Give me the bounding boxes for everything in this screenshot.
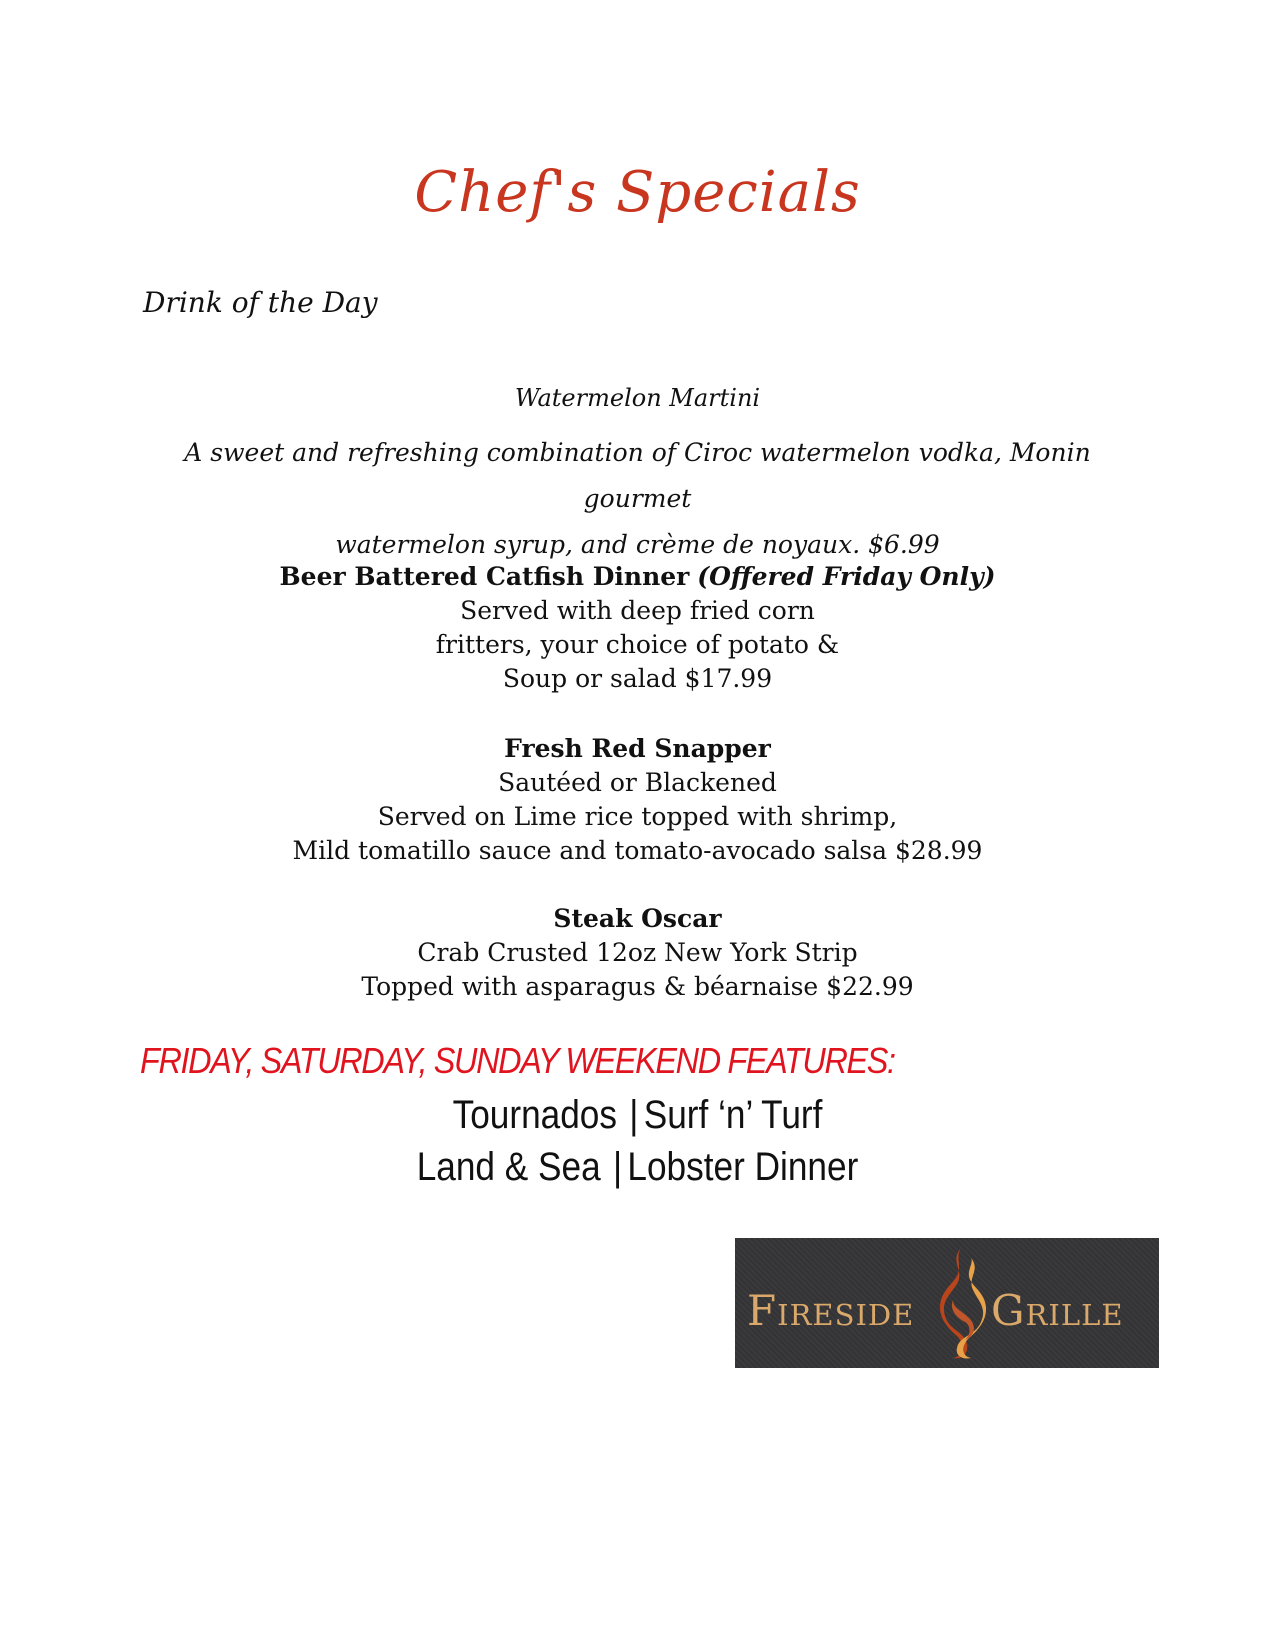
special-line: Crab Crusted 12oz New York Strip xyxy=(417,938,858,967)
logo-word-right: Grille xyxy=(991,1286,1124,1335)
special-line: Topped with asparagus & béarnaise $22.99 xyxy=(361,972,914,1001)
special-note: (Offered Friday Only) xyxy=(697,562,996,591)
drink-of-the-day-heading: Drink of the Day xyxy=(143,286,378,319)
logo-word-left: Fireside xyxy=(747,1286,915,1335)
weekend-separator: | xyxy=(612,1145,623,1189)
flame-inner xyxy=(957,1258,986,1359)
weekend-feature: Land & Sea xyxy=(416,1145,601,1189)
special-line: Served on Lime rice topped with shrimp, xyxy=(377,802,898,831)
drink-description-line: A sweet and refreshing combination of Ciroc watermelon vodka, Monin gourmet xyxy=(184,438,1091,513)
special-line: Served with deep fried corn xyxy=(460,596,815,625)
drink-description-line: watermelon syrup, and crème de noyaux. $6.99 xyxy=(335,530,940,559)
weekend-feature: Lobster Dinner xyxy=(627,1145,859,1189)
special-line: Sautéed or Blackened xyxy=(498,768,777,797)
page-title: Chef's Specials xyxy=(414,160,861,225)
special-line: Mild tomatillo sauce and tomato-avocado salsa $28.99 xyxy=(292,836,983,865)
weekend-features-row xyxy=(77,1093,1199,1138)
special-name: Beer Battered Catfish Dinner xyxy=(279,562,690,591)
special-name: Steak Oscar xyxy=(553,904,722,933)
special-title-line xyxy=(0,560,1275,594)
weekend-features-heading: FRIDAY, SATURDAY, SUNDAY WEEKEND FEATURES: xyxy=(140,1040,895,1081)
special-line: fritters, your choice of potato & xyxy=(435,630,840,659)
weekend-feature: Surf ‘n’ Turf xyxy=(643,1093,823,1137)
special-red-snapper xyxy=(0,732,1275,868)
special-catfish xyxy=(0,560,1275,696)
weekend-features-row xyxy=(77,1145,1199,1190)
fireside-grille-logo xyxy=(735,1238,1159,1368)
special-name: Fresh Red Snapper xyxy=(504,734,771,763)
drink-name: Watermelon Martini xyxy=(514,384,761,412)
special-line: Soup or salad $17.99 xyxy=(502,664,773,693)
drink-description xyxy=(130,430,1145,568)
weekend-feature: Tournados xyxy=(452,1093,617,1137)
weekend-separator: | xyxy=(629,1093,639,1137)
flame-icon xyxy=(931,1244,995,1362)
special-steak-oscar xyxy=(0,902,1275,1004)
